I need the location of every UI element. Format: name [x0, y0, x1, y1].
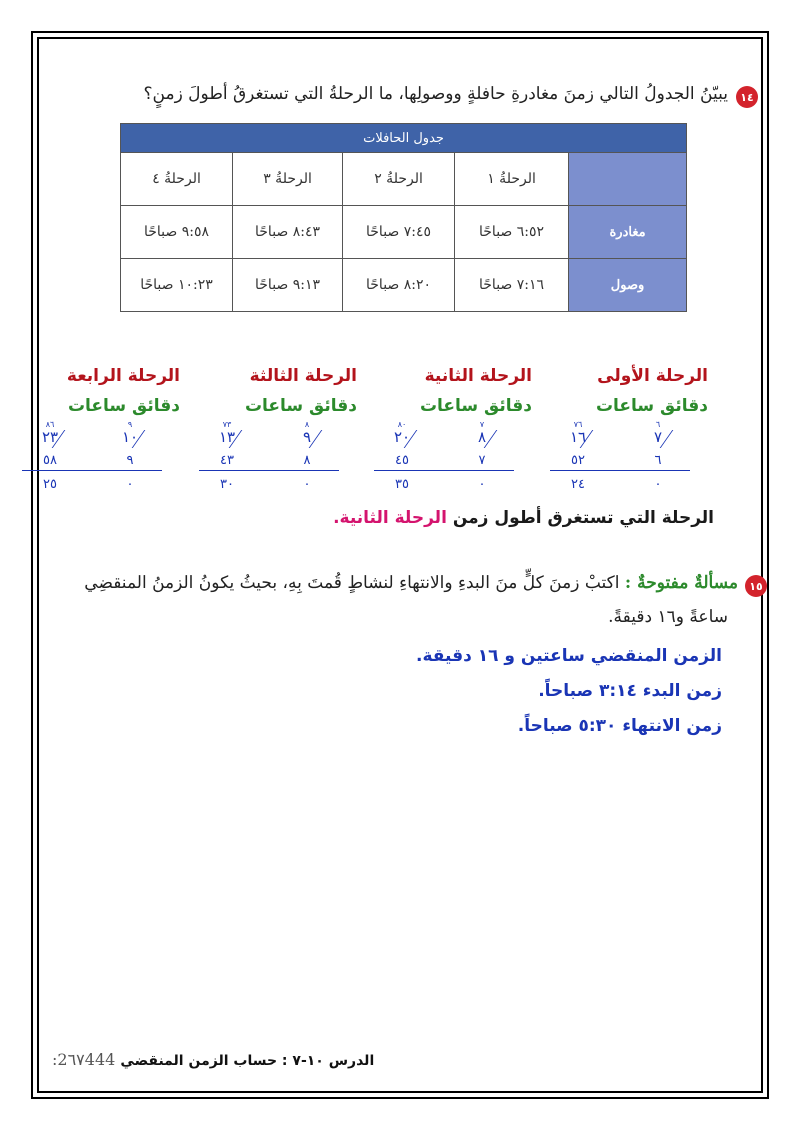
result-hours: ٠: [126, 477, 134, 492]
result-minutes: ٢٥: [43, 477, 57, 492]
borrow-hours: ٨: [304, 420, 310, 429]
departure-minutes: ٥٢: [571, 453, 585, 468]
borrow-minutes: ٧٦: [573, 420, 583, 429]
table-cell: ٧:٤٥ صباحًا: [343, 206, 455, 259]
table-corner-cell: [569, 153, 687, 206]
trip-units: دقائق ساعات: [244, 396, 357, 416]
trip-title: الرحلة الثانية: [424, 366, 532, 386]
open-problem-line2: ساعةً و١٦ دقيقةً.: [608, 607, 728, 627]
answer-start: زمن البدء ٣:١٤ صباحاً.: [538, 681, 722, 701]
page-number: :2٦٧444: [52, 1050, 116, 1069]
trip-units: دقائق ساعات: [595, 396, 708, 416]
table-cell: ٩:٥٨ صباحًا: [121, 206, 233, 259]
table-cell: ٨:٤٣ صباحًا: [233, 206, 343, 259]
answer-highlight: الرحلة الثانية.: [333, 508, 447, 528]
open-problem-label: مسألةٌ مفتوحةٌ :: [624, 573, 738, 593]
row-label-departure: مغادرة: [569, 206, 687, 259]
table-cell: ٧:١٦ صباحًا: [455, 259, 569, 312]
question-text: يبيّنُ الجدولُ التالي زمنَ مغادرةِ حافلةٍ ووصولِها، ما الرحلةُ التي تستغرقُ أطولَ زمنٍ؟: [143, 84, 728, 104]
departure-hours: ٨: [303, 453, 311, 468]
result-minutes: ٣٥: [395, 477, 409, 492]
answer-prefix: الرحلة التي تستغرق أطول زمن: [452, 508, 714, 528]
table-header-row: [121, 153, 687, 206]
arrival-hours-crossed: ٨: [462, 428, 502, 446]
table-cell: ٨:٢٠ صباحًا: [343, 259, 455, 312]
trip-units: دقائق ساعات: [419, 396, 532, 416]
trip-calculation: [558, 366, 708, 496]
table-row: [121, 259, 687, 312]
departure-hours: ٧: [478, 453, 486, 468]
borrow-hours: ٦: [655, 420, 661, 429]
table-header-cell: الرحلةُ ٢: [343, 153, 455, 206]
answer-longest-trip: [333, 508, 714, 528]
bus-schedule-table: [120, 123, 687, 312]
table-caption: جدول الحافلات: [121, 124, 687, 153]
arrival-minutes-crossed: ١٣: [207, 428, 247, 446]
table-cell: ٦:٥٢ صباحًا: [455, 206, 569, 259]
subtraction-line: [550, 470, 690, 471]
borrow-minutes: ٧٣: [222, 420, 232, 429]
borrow-minutes: ٨٠: [397, 420, 407, 429]
question-number-badge-2: ١٥: [745, 575, 767, 597]
trip-calculation: [207, 366, 357, 496]
table-cell: ٩:١٣ صباحًا: [233, 259, 343, 312]
trip-calculation: [30, 366, 180, 496]
borrow-minutes: ٨٦: [45, 420, 55, 429]
table-header-cell: الرحلةُ ٣: [233, 153, 343, 206]
table-header-cell: الرحلةُ ١: [455, 153, 569, 206]
result-hours: ٠: [303, 477, 311, 492]
trip-title: الرحلة الثالثة: [249, 366, 357, 386]
page-footer: [52, 1050, 374, 1069]
result-minutes: ٣٠: [220, 477, 234, 492]
table-header-cell: الرحلةُ ٤: [121, 153, 233, 206]
row-label-arrival: وصول: [569, 259, 687, 312]
departure-minutes: ٤٣: [220, 453, 234, 468]
arrival-minutes-crossed: ٢٠: [382, 428, 422, 446]
table-row: [121, 206, 687, 259]
arrival-minutes-crossed: ١٦: [558, 428, 598, 446]
departure-hours: ٦: [654, 453, 662, 468]
arrival-minutes-crossed: ٢٣: [30, 428, 70, 446]
result-hours: ٠: [654, 477, 662, 492]
result-hours: ٠: [478, 477, 486, 492]
departure-minutes: ٥٨: [43, 453, 57, 468]
trip-calculation: [382, 366, 532, 496]
question-number-badge: ١٤: [736, 86, 758, 108]
arrival-hours-crossed: ٧: [638, 428, 678, 446]
departure-hours: ٩: [126, 453, 134, 468]
answer-end: زمن الانتهاء ٥:٣٠ صباحاً.: [517, 716, 722, 736]
subtraction-line: [199, 470, 339, 471]
arrival-hours-crossed: ١٠: [110, 428, 150, 446]
result-minutes: ٢٤: [571, 477, 585, 492]
subtraction-line: [22, 470, 162, 471]
subtraction-line: [374, 470, 514, 471]
open-problem-text: اكتبْ زمنَ كلٍّ منَ البدءِ والانتهاءِ لنشاطٍ قُمتَ بِهِ، بحيثُ يكونُ الزمنُ المنقضِي: [84, 573, 620, 593]
open-problem-line1: [84, 573, 738, 593]
borrow-hours: ٩: [127, 420, 133, 429]
trip-units: دقائق ساعات: [67, 396, 180, 416]
trip-title: الرحلة الأولى: [597, 366, 708, 386]
answer-elapsed: الزمن المنقضي ساعتين و ١٦ دقيقة.: [416, 646, 722, 666]
arrival-hours-crossed: ٩: [287, 428, 327, 446]
trip-title: الرحلة الرابعة: [66, 366, 180, 386]
table-cell: ١٠:٢٣ صباحًا: [121, 259, 233, 312]
borrow-hours: ٧: [479, 420, 485, 429]
departure-minutes: ٤٥: [395, 453, 409, 468]
lesson-title: الدرس ١٠-٧ : حساب الزمن المنقضي: [120, 1053, 375, 1069]
